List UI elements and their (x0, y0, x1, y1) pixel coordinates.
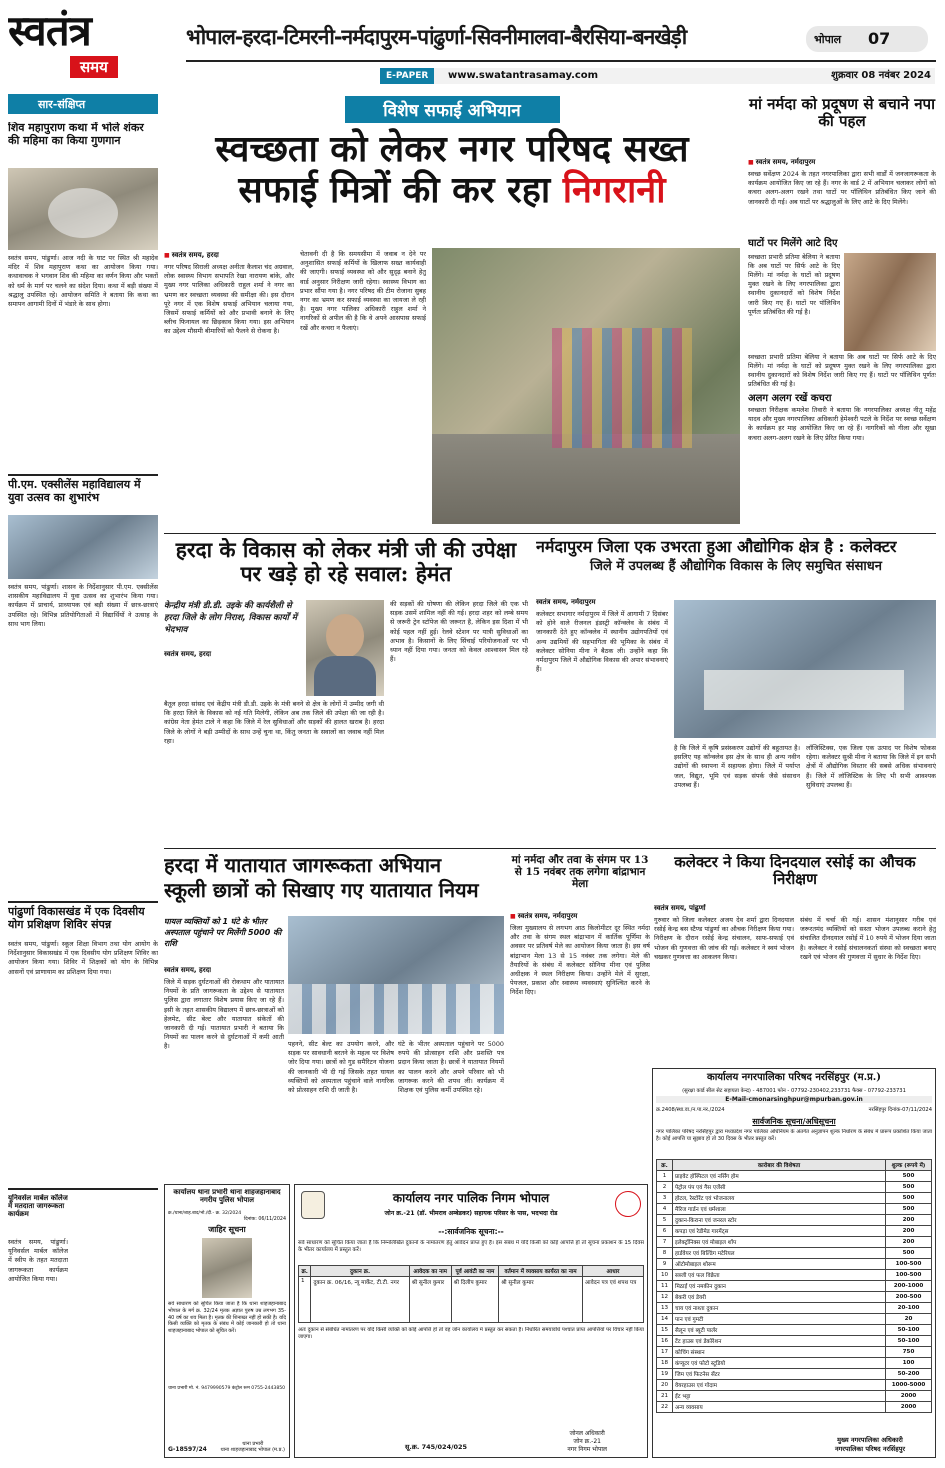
ad-narsinghpur-intro: नगर पालिका परिषद नरसिंहपुर द्वारा मध्यप्रदेश नगर पालिका अधिनियम के अंतर्गत अनुज्ञापन शुल्क निर्धारण के संबंध में प्रारूप प्रकाशित किया जाता है। कोई आपत्ति या सुझाव हो तो 30 दिवस के भीतर प्रस्तुत करें। (656, 1128, 932, 1142)
table-row (657, 1335, 932, 1346)
fee-cell: कोचिंग संस्थान (673, 1346, 886, 1357)
ad-nigam-notice: --:सार्वजनिक सूचना:-- (438, 1226, 504, 1236)
table-row (657, 1192, 932, 1203)
narmada-pollution-story (748, 96, 936, 528)
table-row (657, 1346, 932, 1357)
fee-cell: 200 (886, 1225, 932, 1236)
industrial-col3: लॉजिस्टिक्स, एक जिला एक उत्पाद पर विशेष फोकस रहेगा। कलेक्टर सुश्री मीना ने बताया कि जिले में इन सभी क्षेत्रों में औद्योगिक विस्तार की सबसे अधिक संभावनाएं हैं। जिले में लॉजिस्टिक के लिए भी सभी आवश्यक सुविधाएं उपलब्ध हैं। (806, 744, 936, 789)
table-row (657, 1291, 932, 1302)
fee-cell: 17 (657, 1346, 673, 1357)
lead-headline-line1: स्वच्छता को लेकर नगर परिषद सख्त (215, 128, 689, 170)
fee-cell: मैरिज गार्डन एवं धर्मशाला (673, 1203, 886, 1214)
ad-nigam-zone: जोन क्र.-21 (डॉ. भीमराव अम्बेडकर) सहायक परिसर के पास, भदभदा रोड (384, 1209, 558, 1217)
fee-cell: 50-100 (886, 1324, 932, 1335)
traffic-headline-line1: हरदा में यातायात जागरूकता अभियान (164, 854, 442, 877)
fee-cell: 500 (886, 1203, 932, 1214)
lead-headline-line2-a: सफाई मित्रों की कर रहा (238, 169, 551, 212)
fee-cell: मिठाई एवं नमकीन दुकान (673, 1280, 886, 1291)
fee-cell: 200 (886, 1214, 932, 1225)
kitchen-col2: संबंध में चर्चा की गई। शासन मंशानुसार गरीब एवं जरूरतमंद व्यक्तियों को सस्ता भोजन उपलब्ध कराने हेतु संचालित दीनदयाल रसोई में 10 रुपये में भोजन दिया जाता है। कलेक्टर ने रसोई संचालनकर्ता संस्था को स्वच्छता बनाए रखने एवं भोजन की गुणवत्ता में सुधार के निर्देश दिए। (800, 916, 936, 961)
sidebar-section-header: सार-संक्षिप्त (8, 94, 158, 114)
table-row (657, 1302, 932, 1313)
fee-cell: 8 (657, 1247, 673, 1258)
website-url[interactable]: www.swatantrasamay.com (448, 70, 599, 81)
narmada-sub2: अलग अलग रखें कचरा (748, 392, 832, 404)
fee-cell: 1000-5000 (886, 1379, 932, 1390)
fee-cell: सैलून एवं ब्यूटी पार्लर (673, 1324, 886, 1335)
fee-cell: 18 (657, 1357, 673, 1368)
fee-cell: 19 (657, 1368, 673, 1379)
traffic-byline: स्वतंत्र समय, हरदा (164, 966, 212, 974)
fee-cell: 14 (657, 1313, 673, 1324)
fee-cell: 15 (657, 1324, 673, 1335)
masthead (0, 0, 945, 92)
kitchen-byline: स्वतंत्र समय, पांढुर्णा (654, 904, 706, 912)
fee-cell: प्राइवेट हॉस्पिटल एवं नर्सिंग होम (673, 1170, 886, 1181)
table-row (657, 1379, 932, 1390)
ad-police-contact: थाना प्रभारी मो. नं. 9479990579 कंट्रोल रूम 0755-2443850 (168, 1386, 286, 1391)
sidebar (8, 94, 158, 1462)
nigam-cell-3: श्री दिलीप कुमार (451, 1276, 499, 1322)
ad-narsinghpur (652, 1068, 936, 1458)
fee-cell: सब्जी एवं फल विक्रेता (673, 1269, 886, 1280)
fee-table-header-business: कारोबार की विशेषता (673, 1159, 886, 1170)
traffic-pullquote: घायल व्यक्तियों को 1 घंटे के भीतर अस्पताल पहुंचाने पर मिलेंगी 5000 की राशि (164, 917, 282, 948)
fee-cell: 20 (657, 1379, 673, 1390)
narmada-sub1-body-cont: स्वच्छता प्रभारी प्रतिमा बेलिया ने बताया कि अब घाटों पर सिर्फ आटे के दिए मिलेंगे। मां नर्मदा के घाटों को प्रदूषण मुक्त रखने के लिए नगरपालिका द्वारा स्थानीय दुकानदारों को विशेष निर्देश जारी किए गए हैं। घाटों पर पॉलिथिन पूर्णतः प्रतिबंधित की गई है। (748, 352, 936, 389)
nigam-table-h4: वर्तमान में व्यवसाय कार्यरत का नाम (499, 1265, 583, 1276)
ad-police-notice: जाहिर सूचना (208, 1225, 246, 1234)
ad-nagar-nigam (294, 1184, 648, 1458)
ad-nigam-footer: अतः दुकान से संबंधित नामांतरण पर यदि किसी व्यक्ति को कोई आपत्ति हो तो वह जोन कार्यालय में प्रस्तुत कर सकता है। निर्धारित समयावधि पश्चात प्राप्त आपत्तियों पर विचार नहीं किया जाएगा। (298, 1326, 644, 1340)
ad-nigam-sign: जोनल अधिकारी जोन क्र.-21 नगर निगम भोपाल (567, 1430, 607, 1453)
sidebar-story1-body: स्वतंत्र समय, पांढुर्णा। आज नदी के घाट पर स्थित श्री महादेव मंदिर में शिव महापुराण कथा का आयोजन किया गया। कथावाचक ने भगवान शिव की महिमा का वर्णन किया और भक्तों को धर्म के मार्ग पर चलने का संदेश दिया। कथा में बड़ी संख्या में श्रद्धालु उपस्थित रहे। आयोजन समिति ने बताया कि कथा का समापन आगामी दिनों में भंडारे के साथ होगा। (8, 254, 158, 309)
fee-cell: 22 (657, 1401, 673, 1412)
fee-cell: ईंट भट्टा (673, 1390, 886, 1401)
fee-cell: 500 (886, 1247, 932, 1258)
industrial-subhead: जिले में उपलब्ध हैं औद्योगिक विकास के लिए समुचित संसाधन (590, 559, 882, 575)
fee-cell: 2000 (886, 1390, 932, 1401)
fee-cell: दुकान-किराना एवं जनरल स्टोर (673, 1214, 886, 1225)
table-row (657, 1280, 932, 1291)
fee-cell: अन्य व्यवसाय (673, 1401, 886, 1412)
narmada-diya-photo (844, 253, 936, 351)
fee-cell: 10 (657, 1269, 673, 1280)
kitchen-headline: कलेक्टर ने किया दिनदयाल रसोई का औचक निरीक्षण (674, 854, 916, 889)
fair-body: जिला मुख्यालय से लगभग आठ किलोमीटर दूर स्थित नर्मदा और तवा के संगम स्थल बांद्राभान में कार्तिक पूर्णिमा के अवसर पर प्रतिवर्ष मेले का आयोजन किया जाता है। इस वर्ष बांद्राभान मेला 13 से 15 नवंबर तक लगेगा। मेले की तैयारियों के संबंध में कलेक्टर सोनिया मीना एवं पुलिस अधीक्षक ने स्थल निरीक्षण किया। उन्होंने मेले में सुरक्षा, पेयजल, प्रकाश और स्वास्थ्य व्यवस्थाएं सुनिश्चित करने के निर्देश दिए। (510, 924, 650, 997)
harda-col2: की सड़कों की घोषणा की लेकिन हरदा जिले की एक भी सड़क उसमें शामिल नहीं की गई। हरदा शहर को लम्बे समय से जरूरी ट्रेन स्टॉपेज की जरूरत है, लेकिन इस दिशा में भी कोई पहल नहीं हुई। रेलवे स्टेशन पर यात्री सुविधाओं का अभाव है। किसानों के लिए सिंचाई परियोजनाओं पर भी ध्यान नहीं दिया गया। जनता को केवल आश्वासन मिल रहे हैं। (390, 600, 528, 664)
fee-table-header-no: क्र. (657, 1159, 673, 1170)
ad-narsinghpur-title: कार्यालय नगरपालिका परिषद नरसिंहपुर (म.प्र.) (707, 1072, 881, 1083)
sidebar-story3-title: पांढुर्णा विकासखंड में एक दिवसीय योग प्रशिक्षण शिविर संपन्न (8, 901, 158, 937)
table-row (657, 1181, 932, 1192)
fee-table (656, 1159, 932, 1413)
ad-narsinghpur-ref: क्र.2408/स्था.वा./न.पा.नर./2024 (656, 1106, 725, 1113)
harda-headline: हरदा के विकास को लेकर मंत्री जी की उपेक्षा पर खड़े हो रहे सवाल: हेमंत (175, 538, 517, 587)
sidebar-story2-photo (8, 515, 158, 579)
nigam-table-h1: दुकान क्र. (311, 1265, 409, 1276)
fee-cell: 2000 (886, 1401, 932, 1412)
fee-cell: चाय एवं नाश्ता दुकान (673, 1302, 886, 1313)
fee-cell: 5 (657, 1214, 673, 1225)
fee-cell: ऑटोमोबाइल शोरूम (673, 1258, 886, 1269)
fee-cell: 1 (657, 1170, 673, 1181)
edition-name: भोपाल (814, 33, 842, 46)
ad-police-ref: क्र./थाना/शाह.बाद/भो./दी.- क्र. 32/2024 (168, 1211, 242, 1216)
narmada-sub1-body: स्वच्छता प्रभारी प्रतिमा बेलिया ने बताया कि अब घाटों पर सिर्फ आटे के दिए मिलेंगे। मां नर्मदा के घाटों को प्रदूषण मुक्त रखने के लिए नगरपालिका द्वारा स्थानीय दुकानदारों को विशेष निर्देश जारी किए गए हैं। घाटों पर पॉलिथिन पूर्णतः प्रतिबंधित की गई है। (748, 252, 840, 316)
industrial-story (536, 538, 936, 844)
fee-cell: 20-100 (886, 1302, 932, 1313)
nagar-nigam-emblem (301, 1191, 325, 1219)
table-row (657, 1203, 932, 1214)
fee-cell: वेयरहाउस एवं गोदाम (673, 1379, 886, 1390)
epaper-bar (380, 68, 935, 84)
traffic-classroom-photo (288, 916, 504, 1034)
lead-col2 (300, 250, 426, 528)
narmada-sub2-body: स्वच्छता निरीक्षक कमलेश तिवारी ने बताया कि नगरपालिका अध्यक्ष नीतू महेंद्र यादव और मुख्य नगरपालिका अधिकारी हेमेश्वरी पटले के निर्देश पर स्वच्छ सर्वेक्षण के कार्यक्रम हर माह आयोजित किए जा रहे हैं। नागरिकों को गीला और सूखा कचरा अलग-अलग रखने के लिए प्रेरित किया गया। (748, 406, 936, 442)
table-row (657, 1401, 932, 1412)
harda-development-story (164, 538, 528, 844)
sidebar-story2-title: पी.एम. एक्सीलेंस महाविद्यालय में युवा उत्सव का शुभारंभ (8, 474, 158, 512)
table-row (657, 1324, 932, 1335)
logo-top: स्वतंत्र (8, 8, 91, 55)
logo-bottom: समय (70, 56, 118, 78)
fee-cell: 200-500 (886, 1291, 932, 1302)
fee-cell: 2 (657, 1181, 673, 1192)
table-row (657, 1247, 932, 1258)
table-row (657, 1225, 932, 1236)
table-row (657, 1368, 932, 1379)
lead-kicker: विशेष सफाई अभियान (345, 96, 560, 123)
masthead-cities: भोपाल-हरदा-टिमरनी-नर्मदापुरम-पांढुर्णा-सिवनीमालवा-बैरसिया-बनखेड़ी (186, 25, 687, 49)
industrial-byline: स्वतंत्र समय, नर्मदापुरम (536, 598, 596, 606)
fee-cell: 500 (886, 1181, 932, 1192)
traffic-col2: पहनने, सीट बेल्ट का उपयोग करने, और सड़क पर सावधानी बरतने के महत्व पर विशेष जोर दिया गया। छात्रों को गुड समैरिटन योजना की जानकारी भी दी गई जिसके तहत घायल व्यक्तियों को अस्पताल पहुंचाने वाले नागरिक को प्रोत्साहन राशि दी जाती है। (288, 1040, 394, 1095)
fee-cell: होटल, रेस्टोरेंट एवं भोजनालय (673, 1192, 886, 1203)
ad-police-photo (202, 1238, 252, 1298)
narmada-sub1: घाटों पर मिलेंगे आटे दिए (748, 238, 838, 249)
table-row (657, 1269, 932, 1280)
ad-narsinghpur-notice: सार्वजनिक सूचना/अधिसूचना (752, 1116, 836, 1126)
ad-nigam-intro: सर्व साधारण को सूचित किया जाता है कि निम्नलिखित दुकानों के नामांतरण हेतु आवेदन प्राप्त हुए हैं। इस संबंध में यदि किसी को कोई आपत्ति हो तो सूचना प्रकाशन के 15 दिवस के भीतर कार्यालय में प्रस्तुत करें। (298, 1239, 644, 1253)
ad-narsinghpur-contact: (सुरक्षा कार्ड सील सेट सहायता केन्द्र) - 487001 फोन - 07792-230402,233731 फैक्स - 07792-233731 (682, 1087, 906, 1094)
fair-story (510, 854, 650, 1180)
fee-cell: 100-500 (886, 1258, 932, 1269)
lead-photo (432, 248, 740, 524)
fee-cell: 50-100 (886, 1335, 932, 1346)
table-row (657, 1390, 932, 1401)
fee-cell: 3 (657, 1192, 673, 1203)
fee-cell: 11 (657, 1280, 673, 1291)
edition-label (806, 26, 928, 52)
nigam-cell-5: आवेदन पत्र एवं शपथ पत्र (582, 1276, 643, 1322)
fee-cell: इलेक्ट्रॉनिक्स एवं मोबाइल शॉप (673, 1236, 886, 1247)
ad-police-title: कार्यालय थाना प्रभारी थाना शाहजहानाबाद नगरीय पुलिस भोपाल (173, 1188, 281, 1205)
lead-col2-text: चेतावनी दी है कि समयसीमा में जवाब न देने पर अनुशासित सफाई कर्मियों के खिलाफ सख्त कार्यवाही की जाएगी। सफाई व्यवस्था को और सुदृढ़ बनाने हेतु वार्ड अनुसार निरीक्षण जारी रहेगा। स्वास्थ्य विभाग का प्रभार सौंपा गया है। नगर परिषद की टीम रोजाना सुबह नगर का भ्रमण कर सफाई व्यवस्था का जायजा ले रही है। मुख्य नगर पालिका अधिकारी राहुल शर्मा ने नागरिकों से अपील की है कि वे अपने आसपास सफाई रखें और कचरा न फैलाएं। (300, 250, 426, 332)
fee-cell: 13 (657, 1302, 673, 1313)
nigam-table-h2: आवेदक का नाम (409, 1265, 451, 1276)
table-row (657, 1236, 932, 1247)
fee-cell: 16 (657, 1335, 673, 1346)
kitchen-col1: गुरुवार को जिला कलेक्टर अजय देव शर्मा द्वारा दिनदयाल रसोई केन्द्र बस स्टैण्ड पांढुर्णा का औचक निरीक्षण किया गया। निरीक्षण के दौरान रसोई केन्द्र संचालन, साफ-सफाई एवं भोजन की गुणवत्ता की जांच की गई। कलेक्टर ने स्वयं भोजन चखकर गुणवत्ता का आकलन किया। (654, 916, 794, 961)
ad-narsinghpur-date: नरसिंहपुर दिनांक-07/11/2024 (868, 1106, 932, 1113)
harda-pullquote: केन्द्रीय मंत्री डी.डी. उइके की कार्यशैली से हरदा जिले के लोग निराश, विकास कार्यों में भेदभाव (164, 601, 297, 635)
fee-cell: 21 (657, 1390, 673, 1401)
ad-police-sign: थाना प्रभारी थाना शाहजहानाबाद भोपाल (म.प्र.) (220, 1441, 285, 1453)
fee-cell: 500 (886, 1170, 932, 1181)
fee-cell: 6 (657, 1225, 673, 1236)
fair-headline: मां नर्मदा और तवा के संगम पर 13 से 15 नवंबर तक लगेगा बांद्राभान मेला (511, 854, 649, 891)
fee-cell: कपड़ा एवं रेडीमेड गारमेंट्स (673, 1225, 886, 1236)
epaper-label: E-PAPER (380, 68, 434, 84)
sidebar-story1-title: शिव महापुराण कथा में भोले शंकर की महिमा का किया गुणगान (8, 122, 144, 147)
fee-cell: 750 (886, 1346, 932, 1357)
issue-date: शुक्रवार 08 नवंबर 2024 (831, 70, 931, 81)
table-row (657, 1214, 932, 1225)
ad-nigam-ref: सू.क्र. 745/024/025 (405, 1443, 468, 1451)
nigam-cell-2: श्री सुनील कुमार (409, 1276, 451, 1322)
fee-cell: 50-200 (886, 1368, 932, 1379)
harda-col1: बैतूल हरदा सांसद एवं केंद्रीय मंत्री डी.डी. उइके के मंत्री बनने से क्षेत्र के लोगों में उम्मीद जगी थी कि हरदा जिले के विकास को नई गति मिलेगी, लेकिन अब तक जिले की उपेक्षा की जा रही है। कांग्रेस नेता हेमंत टाले ने कहा कि जिले में रेल सुविधाओं और सड़कों की हालत खराब है। हरदा जिले के लोगों ने बड़ी उम्मीदों के साथ उन्हें चुना था, किंतु जनता के सवालों का जवाब नहीं मिल रहा। (164, 700, 384, 745)
fair-byline: ■ स्वतंत्र समय, नर्मदापुरम (510, 912, 650, 921)
sidebar-story2-body: स्वतंत्र समय, पांढुर्णा। शासन के निर्देशानुसार पी.एम. एक्सीलेंस शासकीय महाविद्यालय में युवा उत्सव का शुभारंभ किया गया। कार्यक्रम में प्राचार्य, प्राध्यापक एवं बड़ी संख्या में छात्र-छात्राएं उपस्थित रहे। विभिन्न प्रतियोगिताओं में विद्यार्थियों ने उत्साह के साथ भाग लिया। (8, 583, 158, 628)
lead-col1 (164, 248, 294, 528)
ad-narsinghpur-email: E-Mail-cmonarsinghpur@mpurban.gov.in (656, 1096, 932, 1103)
fee-cell: 500 (886, 1192, 932, 1203)
page-number: 07 (868, 29, 891, 48)
nigam-cell-4: श्री सुनील कुमार (499, 1276, 583, 1322)
fee-cell: 4 (657, 1203, 673, 1214)
fee-cell: 100-500 (886, 1269, 932, 1280)
harda-leader-photo (306, 600, 384, 696)
ad-police-code: G-18597/24 (168, 1446, 207, 1453)
ad-narsinghpur-sign: मुख्य नगरपालिका अधिकारी नगरपालिका परिषद नरसिंहपुर (835, 1436, 905, 1453)
industrial-col1: कलेक्टर सभागार नर्मदापुरम में जिले में आगामी 7 दिसंबर को होने वाले रीजनल इंडस्ट्री कॉन्क्लेव के संबंध में जानकारी देते हुए कॉन्क्लेव में स्थानीय उद्योगपतियों एवं अन्य उद्यमियों की सहभागिता की भूमिका के संबंध में कलेक्टर सोनिया मीना ने बैठक ली। उन्होंने कहा कि नर्मदापुरम जिले में औद्योगिक विकास की अपार संभावनाएं हैं। (536, 610, 668, 674)
fee-cell: 9 (657, 1258, 673, 1269)
nigam-table-h3: पूर्व आवंटी का नाम (451, 1265, 499, 1276)
traffic-col3: घंटे के भीतर अस्पताल पहुंचाने पर 5000 रुपये की प्रोत्साहन राशि और प्रशस्ति पत्र प्रदान किया जाता है। छात्रों ने यातायात नियमों का पालन करने और अपने परिवार को भी जागरूक करने की शपथ ली। कार्यक्रम में शिक्षक एवं पुलिस कर्मी उपस्थित रहे। (398, 1040, 504, 1095)
industrial-col2: है कि जिले में कृषि प्रसंस्करण उद्योगों की बहुतायत है। इसलिए यह कॉन्क्लेव इस क्षेत्र के साथ ही अन्य नवीन उद्योगों की स्थापना में सहायक होगा। जिले में पर्याप्त जल, विद्युत, भूमि एवं सड़क संपर्क जैसे संसाधन उपलब्ध हैं। (674, 744, 800, 789)
lead-byline: ■ स्वतंत्र समय, हरदा (164, 251, 294, 260)
nigam-table-h0: क्र. (299, 1265, 311, 1276)
fee-cell: पेट्रोल पंप एवं गैस एजेंसी (673, 1181, 886, 1192)
sidebar-story1-photo (8, 168, 158, 250)
fee-cell: बेकरी एवं डेयरी (673, 1291, 886, 1302)
nagar-nigam-badge (615, 1191, 641, 1217)
sidebar-story4-body: स्वतंत्र समय, पांढुर्णा। यूनिवर्सल मार्बल कॉलेज में स्वीप के तहत मतदाता जागरूकता कार्यक्रम आयोजित किया गया। (8, 1238, 68, 1283)
lead-story (164, 96, 740, 528)
table-row (657, 1313, 932, 1324)
fee-cell: 7 (657, 1236, 673, 1247)
ad-police (164, 1184, 290, 1458)
sidebar-story4-title: यूनिवर्सल मार्बल कॉलेज में मतदाता जागरूकता कार्यक्रम (8, 1194, 68, 1219)
table-row (657, 1170, 932, 1181)
nigam-table-h5: आधार (582, 1265, 643, 1276)
fee-cell: पान एवं गुमटी (673, 1313, 886, 1324)
fee-cell: 100 (886, 1357, 932, 1368)
fee-cell: 12 (657, 1291, 673, 1302)
fee-cell: टेंट हाउस एवं डेकोरेशन (673, 1335, 886, 1346)
nigam-cell-0: 1 (299, 1276, 311, 1322)
harda-byline: स्वतंत्र समय, हरदा (164, 650, 212, 658)
nigam-shop-table (298, 1265, 644, 1323)
ad-police-body: सर्व साधारण को सूचित किया जाता है कि थाना शाहजहानाबाद भोपाल के मर्ग क्र. 32/24 मृतक अज्ञात पुरुष उम्र लगभग 35-40 वर्ष का शव मिला है। मृतक की शिनाख्त नहीं हो सकी है। यदि किसी व्यक्ति को मृतक के संबंध में कोई जानकारी हो तो थाना शाहजहानाबाद भोपाल को सूचित करें। (168, 1301, 286, 1335)
industrial-headline: नर्मदापुरम जिला एक उभरता हुआ औद्योगिक क्षेत्र है : कलेक्टर (536, 538, 897, 556)
lead-headline-line2 (164, 170, 740, 211)
narmada-headline: मां नर्मदा को प्रदूषण से बचाने नपा की पहल (749, 96, 935, 131)
lead-col1-text: नगर परिषद सिराली अध्यक्ष अनीता कैलाश चंद अग्रवाल, लोक स्वास्थ्य विभाग सभापति रेखा नारायण बांके, और मुख्य नगर पालिका अधिकारी राहुल शर्मा ने नगर का भ्रमण कर स्वच्छता व्यवस्था की समीक्षा की। इस दौरान पूरे नगर में एक विशेष सफाई अभियान चलाया गया, जिसमें सफाई कर्मियों को और प्रभावी बनाने के लिए ब्लीच फिनायल का छिड़काव किया गया। इस अभियान का उद्देश्य मौसमी बीमारियों को फैलने से रोकना है। (164, 263, 294, 336)
fee-table-header-fee: शुल्क (रूपये में) (886, 1159, 932, 1170)
fee-cell: जिम एवं फिटनेस सेंटर (673, 1368, 886, 1379)
ad-police-date: दिनांक: 06/11/2024 (243, 1217, 286, 1222)
fee-cell: 200 (886, 1236, 932, 1247)
lead-headline-line2-b: निगरानी (562, 169, 666, 212)
narmada-body: स्वच्छ सर्वेक्षण 2024 के तहत नगरपालिका द्वारा सभी वार्डों में जनजागरूकता के कार्यक्रम आयोजित किए जा रहे हैं। नगर के वार्ड 2 में अभियान चलाकर लोगों को कचरा अलग-अलग रखने तथा घाटों पर पॉलिथिन प्रतिबंधित किए जाने की जानकारी दी गई। अब घाटों पर श्रद्धालुओं के लिए आटे के दिए मिलेंगे। (748, 170, 936, 206)
fee-cell: 200-1000 (886, 1280, 932, 1291)
fee-cell: कंप्यूटर एवं फोटो स्टूडियो (673, 1357, 886, 1368)
fee-cell: हार्डवेयर एवं बिल्डिंग मटेरियल (673, 1247, 886, 1258)
traffic-headline-line2: स्कूली छात्रों को सिखाए गए यातायात नियम (164, 878, 479, 902)
table-row (299, 1276, 644, 1322)
ad-nigam-title: कार्यालय नगर पालिक निगम भोपाल (392, 1191, 550, 1205)
industrial-meeting-photo (674, 600, 936, 738)
masthead-logo (8, 8, 180, 86)
table-row (657, 1258, 932, 1269)
nigam-cell-1: दुकान क्र. 06/16, न्यू मार्केट, टी.टी. नगर (311, 1276, 409, 1322)
sidebar-story3-body: स्वतंत्र समय, पांढुर्णा। स्कूल शिक्षा विभाग तथा योग आयोग के निर्देशानुसार विकासखंड में एक दिवसीय योग प्रशिक्षण शिविर का आयोजन किया गया। शिविर में शिक्षकों को योग के विभिन्न आसनों एवं प्राणायाम का प्रशिक्षण दिया गया। (8, 940, 158, 976)
traffic-col1: जिले में सड़क दुर्घटनाओं की रोकथाम और यातायात नियमों के प्रति जागरूकता के उद्देश्य से यातायात पुलिस द्वारा लगातार विशेष प्रयास किए जा रहे हैं। इसी के तहत शासकीय विद्यालय में छात्र-छात्राओं को हेलमेट, सीट बेल्ट और यातायात संकेतों की जानकारी दी गई। यातायात प्रभारी ने बताया कि नियमों का पालन करने से दुर्घटनाओं में कमी आती है। (164, 978, 284, 1051)
table-row (657, 1357, 932, 1368)
fee-cell: 20 (886, 1313, 932, 1324)
kitchen-story (654, 854, 936, 1064)
traffic-story (164, 854, 504, 1180)
narmada-byline: ■ स्वतंत्र समय, नर्मदापुरम (748, 158, 936, 167)
